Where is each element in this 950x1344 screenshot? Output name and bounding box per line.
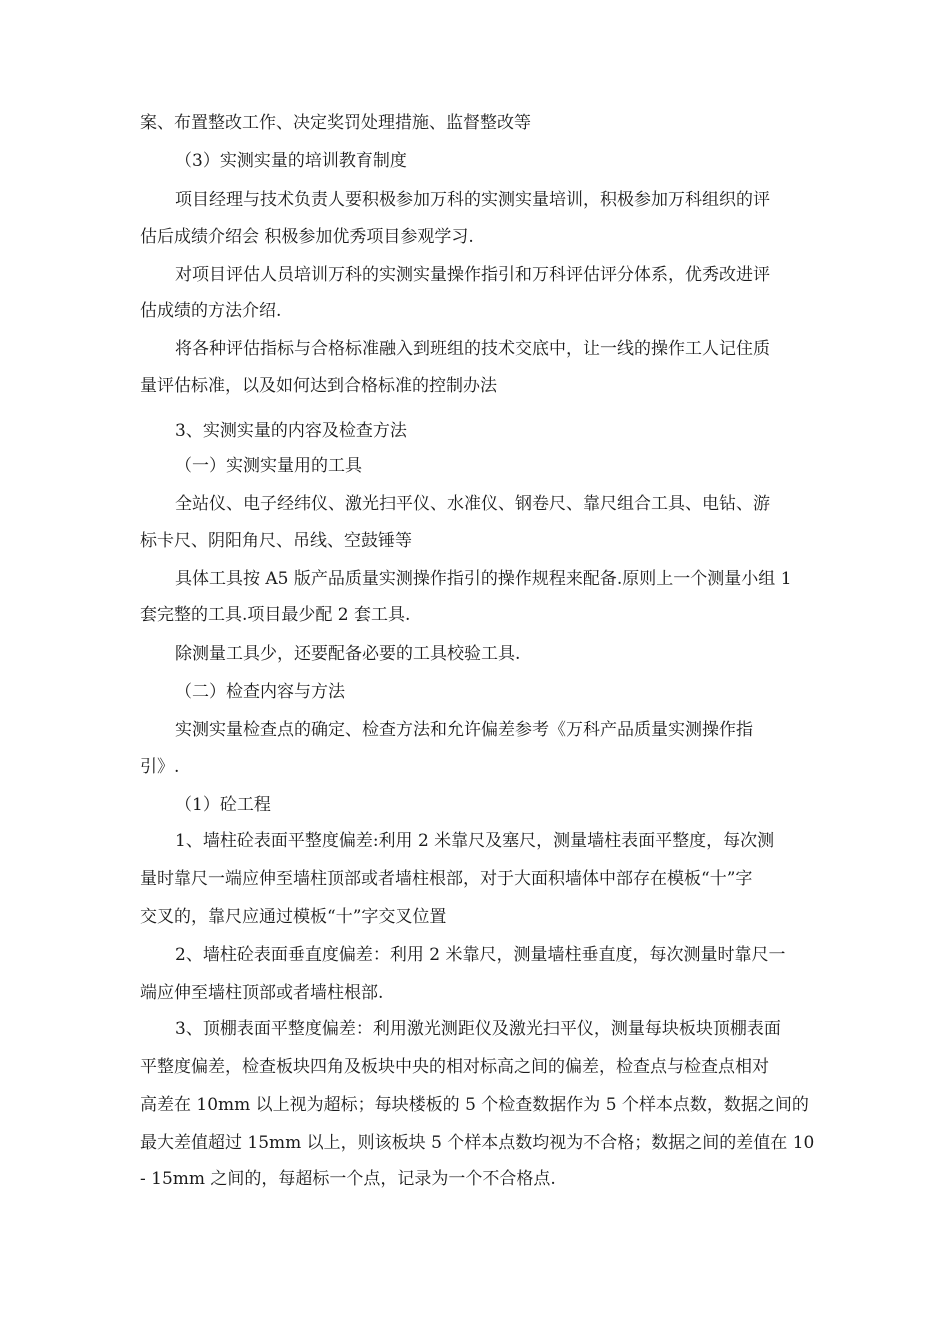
paragraph-line: 估后成绩介绍会 积极参加优秀项目参观学习. [140,227,474,247]
paragraph-line: 案、布置整改工作、决定奖罚处理措施、监督整改等 [140,113,531,133]
paragraph-line: 2、墙柱砼表面垂直度偏差：利用 2 米靠尺，测量墙柱垂直度，每次测量时靠尺一 [175,945,786,965]
paragraph-line: 3、顶棚表面平整度偏差：利用激光测距仪及激光扫平仪，测量每块板块顶棚表面 [175,1019,781,1039]
paragraph-line: 具体工具按 A5 版产品质量实测操作指引的操作规程来配备.原则上一个测量小组 1 [175,569,792,589]
paragraph-line: 估成绩的方法介绍. [140,301,282,321]
paragraph-line: 标卡尺、阴阳角尺、吊线、空鼓锤等 [140,531,412,551]
paragraph-line: 高差在 10mm 以上视为超标；每块楼板的 5 个检查数据作为 5 个样本点数，数据之间的 [140,1095,809,1115]
paragraph-line: 将各种评估指标与合格标准融入到班组的技术交底中，让一线的操作工人记住质 [175,339,770,359]
paragraph-line: 对项目评估人员培训万科的实测实量操作指引和万科评估评分体系，优秀改进评 [175,265,770,285]
paragraph-line: 量评估标准，以及如何达到合格标准的控制办法 [140,376,497,396]
paragraph-line: 套完整的工具.项目最少配 2 套工具. [140,605,411,625]
paragraph-line: 平整度偏差，检查板块四角及板块中央的相对标高之间的偏差，检查点与检查点相对 [140,1057,769,1077]
paragraph-line: 项目经理与技术负责人要积极参加万科的实测实量培训，积极参加万科组织的评 [175,190,770,210]
paragraph-line: 最大差值超过 15mm 以上，则该板块 5 个样本点数均视为不合格；数据之间的差值在 10 [140,1133,815,1153]
paragraph-line: 交叉的，靠尺应通过模板“十”字交叉位置 [140,907,447,927]
section-heading: （3）实测实量的培训教育制度 [175,151,407,171]
paragraph-line: 除测量工具少，还要配备必要的工具校验工具. [175,644,521,664]
section-heading: （1）砼工程 [175,795,271,815]
paragraph-line: 全站仪、电子经纬仪、激光扫平仪、水准仪、钢卷尺、靠尺组合工具、电钻、游 [175,494,770,514]
paragraph-line: 端应伸至墙柱顶部或者墙柱根部. [140,983,384,1003]
section-heading: （一）实测实量用的工具 [175,456,362,476]
paragraph-line: - 15mm 之间的，每超标一个点，记录为一个不合格点. [140,1169,556,1189]
paragraph-line: 量时靠尺一端应伸至墙柱顶部或者墙柱根部，对于大面积墙体中部存在模板“十”字 [140,869,753,889]
paragraph-line: 引》. [140,757,180,777]
paragraph-line: 1、墙柱砼表面平整度偏差:利用 2 米靠尺及塞尺，测量墙柱表面平整度，每次测 [175,831,775,851]
section-heading: （二）检查内容与方法 [175,682,345,702]
paragraph-line: 实测实量检查点的确定、检查方法和允许偏差参考《万科产品质量实测操作指 [175,720,753,740]
section-heading: 3、实测实量的内容及检查方法 [175,421,407,441]
